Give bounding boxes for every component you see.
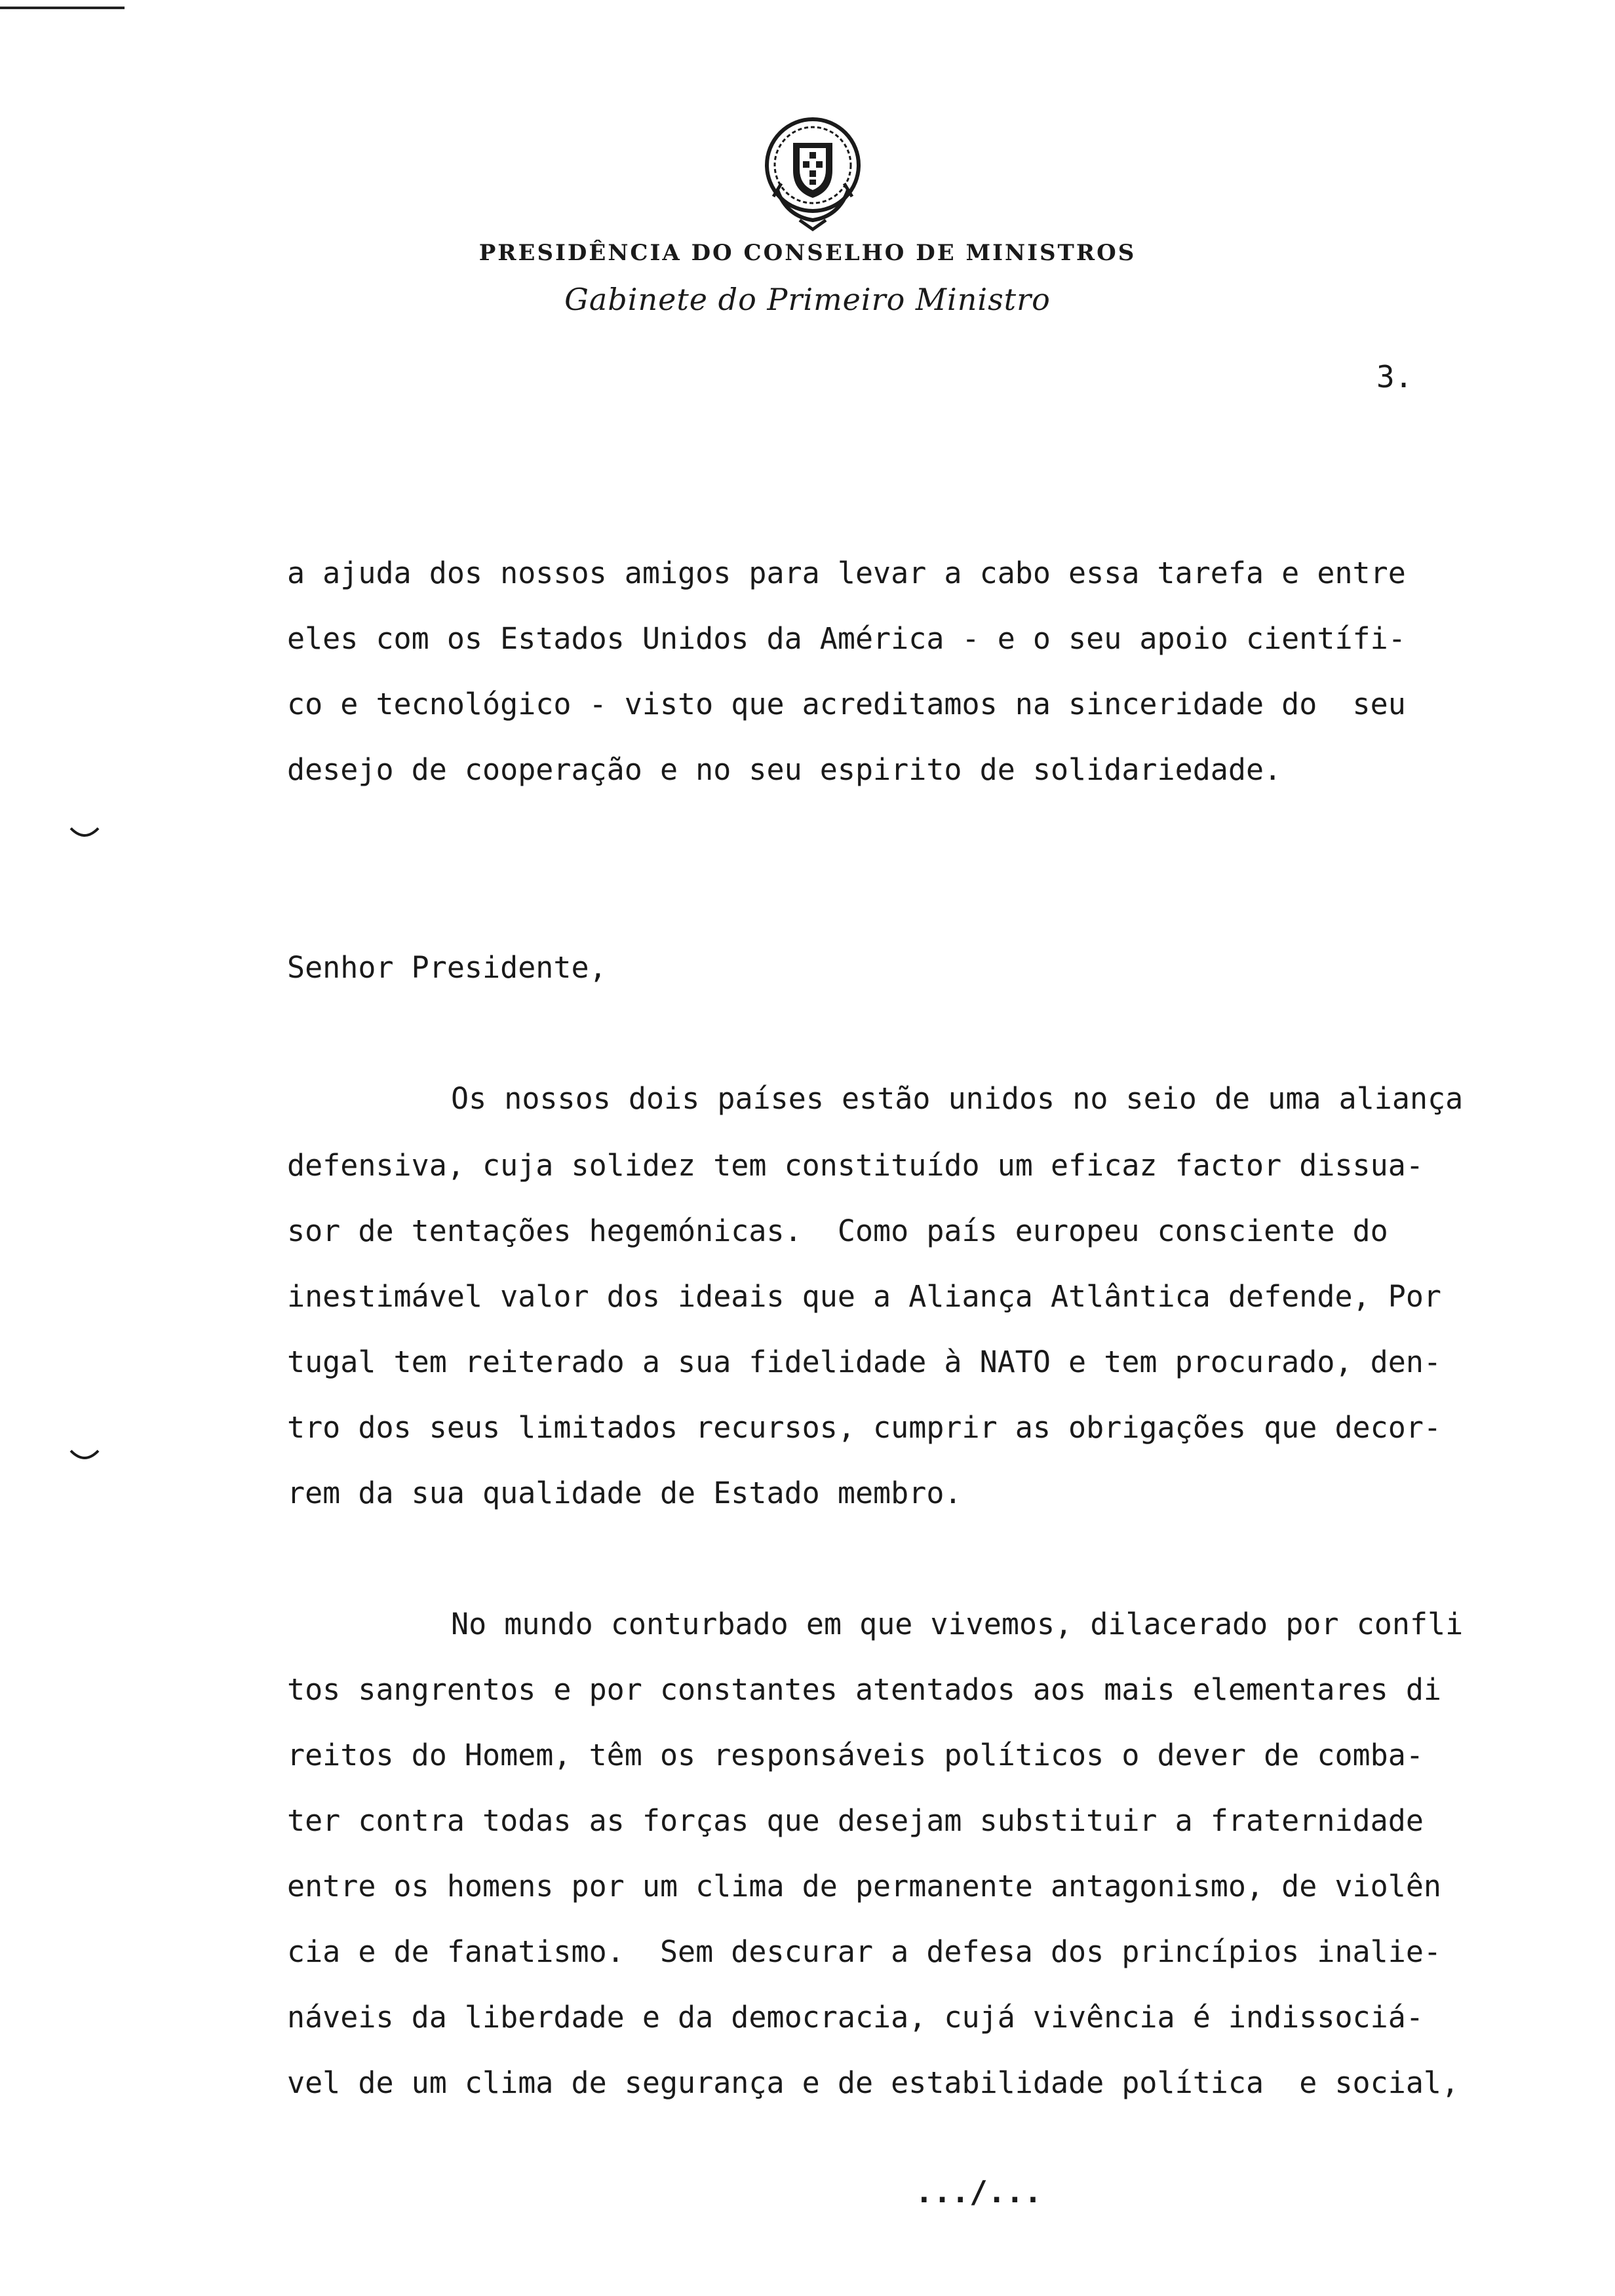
paragraph-1-line-1: a ajuda dos nossos amigos para levar a cabo essa tarefa e entre bbox=[287, 556, 1406, 590]
paragraph-3-line-5: entre os homens por um clima de permanente antagonismo, de violên bbox=[287, 1869, 1441, 1904]
paragraph-1-line-3: co e tecnológico - visto que acreditamos na sinceridade do seu bbox=[287, 687, 1406, 721]
paragraph-3-line-1: No mundo conturbado em que vivemos, dilacerado por confli bbox=[451, 1607, 1464, 1641]
paragraph-3-line-6: cia e de fanatismo. Sem descurar a defesa dos princípios inalie- bbox=[287, 1934, 1441, 1969]
paragraph-3-line-3: reitos do Homem, têm os responsáveis políticos o dever de comba- bbox=[287, 1738, 1424, 1772]
binder-mark-icon bbox=[69, 826, 100, 840]
paragraph-1-line-4: desejo de cooperação e no seu espirito de solidariedade. bbox=[287, 752, 1282, 787]
paragraph-3-line-8: vel de um clima de segurança e de estabilidade política e social, bbox=[287, 2065, 1460, 2100]
continuation-marker: .../... bbox=[915, 2174, 1042, 2210]
top-rule bbox=[0, 7, 125, 9]
paragraph-2-line-6: tro dos seus limitados recursos, cumprir as obrigações que decor- bbox=[287, 1410, 1441, 1445]
page-number: 3. bbox=[1376, 359, 1413, 394]
coat-of-arms-emblem bbox=[747, 105, 878, 236]
paragraph-2-line-4: inestimável valor dos ideais que a Aliança Atlântica defende, Por bbox=[287, 1279, 1441, 1314]
paragraph-2-line-3: sor de tentações hegemónicas. Como país europeu consciente do bbox=[287, 1214, 1388, 1248]
paragraph-2-line-1: Os nossos dois países estão unidos no seio de uma aliança bbox=[451, 1081, 1464, 1116]
organization-name: PRESIDÊNCIA DO CONSELHO DE MINISTROS bbox=[478, 240, 1137, 266]
paragraph-3-line-4: ter contra todas as forças que desejam substituir a fraternidade bbox=[287, 1803, 1424, 1838]
paragraph-2-line-5: tugal tem reiterado a sua fidelidade à NATO e tem procurado, den- bbox=[287, 1345, 1441, 1379]
binder-mark-icon bbox=[69, 1448, 100, 1463]
paragraph-3-line-7: náveis da liberdade e da democracia, cujá vivência é indissociá- bbox=[287, 2000, 1424, 2035]
paragraph-3-line-2: tos sangrentos e por constantes atentados aos mais elementares di bbox=[287, 1672, 1441, 1707]
paragraph-1-line-2: eles com os Estados Unidos da América - e o seu apoio científi- bbox=[287, 621, 1406, 656]
paragraph-2-line-7: rem da sua qualidade de Estado membro. bbox=[287, 1476, 962, 1510]
salutation: Senhor Presidente, bbox=[287, 950, 607, 985]
paragraph-2-line-2: defensiva, cuja solidez tem constituído um eficaz factor dissua- bbox=[287, 1148, 1424, 1183]
office-name: Gabinete do Primeiro Ministro bbox=[564, 282, 1051, 317]
